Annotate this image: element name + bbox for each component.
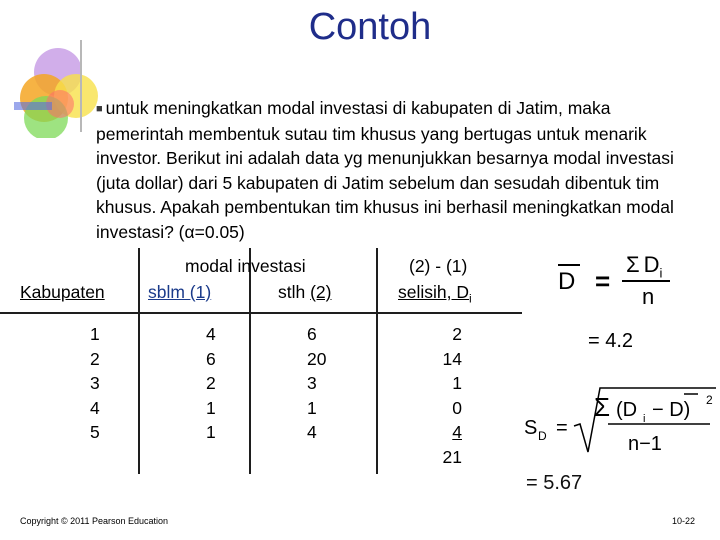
table-cell: 4 (452, 422, 462, 442)
table-cell: 0 (452, 397, 462, 418)
table-cell: 4 (307, 422, 317, 442)
header-selisih-subscript: i (469, 291, 472, 306)
mean-result: = 4.2 (588, 330, 634, 352)
sd-lhs: S (524, 417, 538, 439)
copyright-footer: Copyright © 2011 Pearson Education (20, 516, 169, 526)
sd-lhs-sub: D (538, 429, 547, 443)
table-cell: 6 (206, 348, 216, 369)
mean-numerator-sub: i (659, 265, 663, 281)
table-cell: 3 (307, 373, 317, 393)
table-cell: 1 (206, 422, 216, 442)
sd-numerator-sub: i (643, 413, 646, 425)
mean-symbol (558, 268, 575, 296)
header-sblm: sblm (1) (148, 282, 212, 302)
table-cell: 20 (307, 348, 327, 369)
column-sblm (206, 322, 216, 445)
column-kabupaten (90, 322, 100, 445)
mean-bar (558, 264, 580, 266)
page-number: 10-22 (672, 516, 696, 526)
table-cell: 1 (307, 397, 317, 418)
header-cell-kabupaten (0, 248, 138, 312)
sd-sigma: Σ (594, 392, 611, 422)
selisih-total: 21 (442, 446, 462, 467)
header-selisih (398, 282, 472, 306)
mean-numerator-var: D (643, 252, 660, 277)
decorative-circles-logo (10, 38, 100, 138)
header-kabupaten: Kabupaten (20, 282, 105, 302)
sd-numerator-sup: 2 (706, 393, 713, 407)
body-cell-kabupaten (0, 314, 138, 476)
table-cell: 14 (442, 348, 462, 369)
table-cell: 2 (452, 324, 462, 344)
header-stlh-number: (2) (310, 282, 332, 302)
mean-numerator (626, 252, 662, 280)
table-cell: 2 (206, 373, 216, 393)
table-cell: 1 (452, 373, 462, 393)
sd-formula (520, 380, 720, 460)
table-cell: 1 (90, 324, 100, 344)
sd-numerator: (D (616, 399, 638, 421)
bullet-marker: ■ (96, 103, 103, 115)
table-cell: 5 (90, 422, 100, 442)
table-cell: 2 (90, 348, 100, 369)
mean-fraction-line (622, 280, 670, 282)
table-cell: 4 (90, 397, 100, 418)
header-stlh-label: stlh (278, 282, 306, 302)
mean-denominator: n (642, 284, 655, 309)
header-stlh (278, 282, 332, 303)
problem-paragraph (96, 96, 696, 244)
sigma-symbol: Σ (626, 252, 640, 277)
table-cell: 6 (307, 324, 317, 344)
slide-title: Contoh (308, 6, 432, 48)
mean-equals: = (595, 266, 611, 296)
decorative-vertical-line (80, 40, 82, 132)
sd-numerator-mid: − D) (652, 399, 691, 421)
header-modal-investasi: modal investasi (185, 256, 306, 276)
column-selisih (412, 322, 462, 469)
mean-lhs: D (558, 268, 576, 295)
table-cell: 3 (90, 373, 100, 393)
table-cell: 1 (206, 397, 216, 418)
sd-result: = 5.67 (526, 472, 583, 494)
sd-denominator: n−1 (628, 433, 662, 455)
body-cell-sblm (140, 314, 249, 476)
header-selisih-label: selisih, D (398, 282, 469, 302)
header-selisih-formula: (2) - (1) (409, 256, 468, 276)
sd-equals: = (556, 417, 568, 439)
table-cell: 4 (206, 324, 216, 344)
column-stlh (307, 322, 326, 445)
problem-text: untuk meningkatkan modal investasi di kabupaten di Jatim, maka pemerintah membentuk sutau tim khusus yang bertugas untuk menarik investor. Berikut ini adalah data yg menunjukkan besarnya modal investasi (juta dollar) dari 5 kabupaten di Jatim sebelum dan sesudah dibentuk tim khusus. Apakah pembentukan tim khusus ini berhasil meningkatkan modal investasi? (α=0.05) (96, 98, 674, 242)
